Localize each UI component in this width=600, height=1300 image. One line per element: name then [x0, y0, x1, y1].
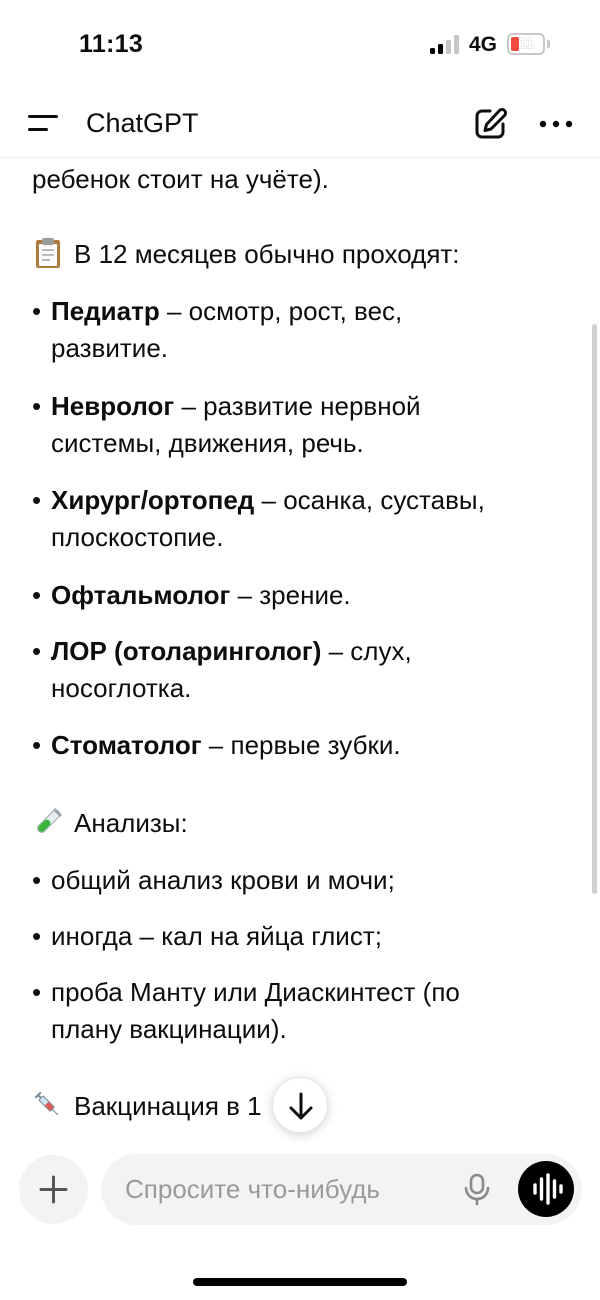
battery-icon — [507, 33, 545, 55]
list-item: • Педиатр – осмотр, рост, вес, развитие. — [32, 296, 403, 363]
battery-level: 11 — [518, 35, 534, 52]
list-item: • ЛОР (отоларинголог) – слух, носоглотка. — [32, 636, 412, 703]
microphone-icon[interactable] — [459, 1171, 495, 1207]
section-heading-text: Анализы: — [74, 808, 188, 838]
input-placeholder: Спросите что-нибудь — [125, 1174, 380, 1204]
clipboard-icon — [32, 237, 64, 269]
network-type: 4G — [469, 33, 498, 56]
status-time: 11:13 — [79, 30, 144, 58]
page-title: ChatGPT — [86, 108, 199, 138]
list-item: • проба Манту или Диаскинтест (по плану вакцинации). — [32, 977, 460, 1044]
battery-cap — [547, 40, 550, 48]
list-item-title: ЛОР (отоларинголог) — [51, 636, 322, 666]
composer — [0, 1143, 600, 1300]
status-bar — [0, 0, 600, 90]
list-item: • иногда – кал на яйца глист; — [32, 921, 382, 951]
section-heading-text: Вакцинация в 1 — [74, 1091, 262, 1121]
chat-header — [0, 90, 600, 158]
edit-icon[interactable] — [472, 106, 508, 142]
list-item-title: Педиатр — [51, 296, 160, 326]
list-item: • Невролог – развитие нервной системы, движения, речь. — [32, 391, 421, 458]
list-item: • Офтальмолог – зрение. — [32, 580, 351, 610]
scrollbar[interactable] — [592, 324, 597, 894]
message-input[interactable] — [101, 1154, 582, 1225]
section-heading-text: В 12 месяцев обычно проходят: — [74, 239, 460, 269]
plus-button[interactable] — [19, 1155, 88, 1224]
section-heading — [32, 236, 562, 273]
list-item: • Хирург/ортопед – осанка, суставы, плоскостопие. — [32, 485, 485, 552]
syringe-icon — [32, 1089, 64, 1121]
section-heading — [32, 805, 562, 842]
menu-icon[interactable] — [26, 110, 60, 138]
list-item-title: Невролог — [51, 391, 175, 421]
chat-message — [0, 158, 600, 1143]
list-item-title: Хирург/ортопед — [51, 485, 255, 515]
home-indicator — [193, 1278, 407, 1286]
plus-icon — [19, 1155, 88, 1224]
arrow-down-icon — [273, 1078, 329, 1134]
more-icon[interactable] — [538, 106, 574, 142]
scroll-down-button[interactable] — [272, 1077, 328, 1133]
voice-mode-icon — [518, 1161, 574, 1217]
list-item: • Стоматолог – первые зубки. — [32, 730, 401, 760]
voice-mode-button[interactable] — [518, 1161, 574, 1217]
test-tube-icon — [32, 806, 64, 838]
list-item: • общий анализ крови и мочи; — [32, 865, 395, 895]
message-text: ребенок стоит на учёте). — [32, 164, 329, 194]
list-item-title: Офтальмолог — [51, 580, 231, 610]
list-item-title: Стоматолог — [51, 730, 202, 760]
signal-icon — [430, 35, 460, 54]
